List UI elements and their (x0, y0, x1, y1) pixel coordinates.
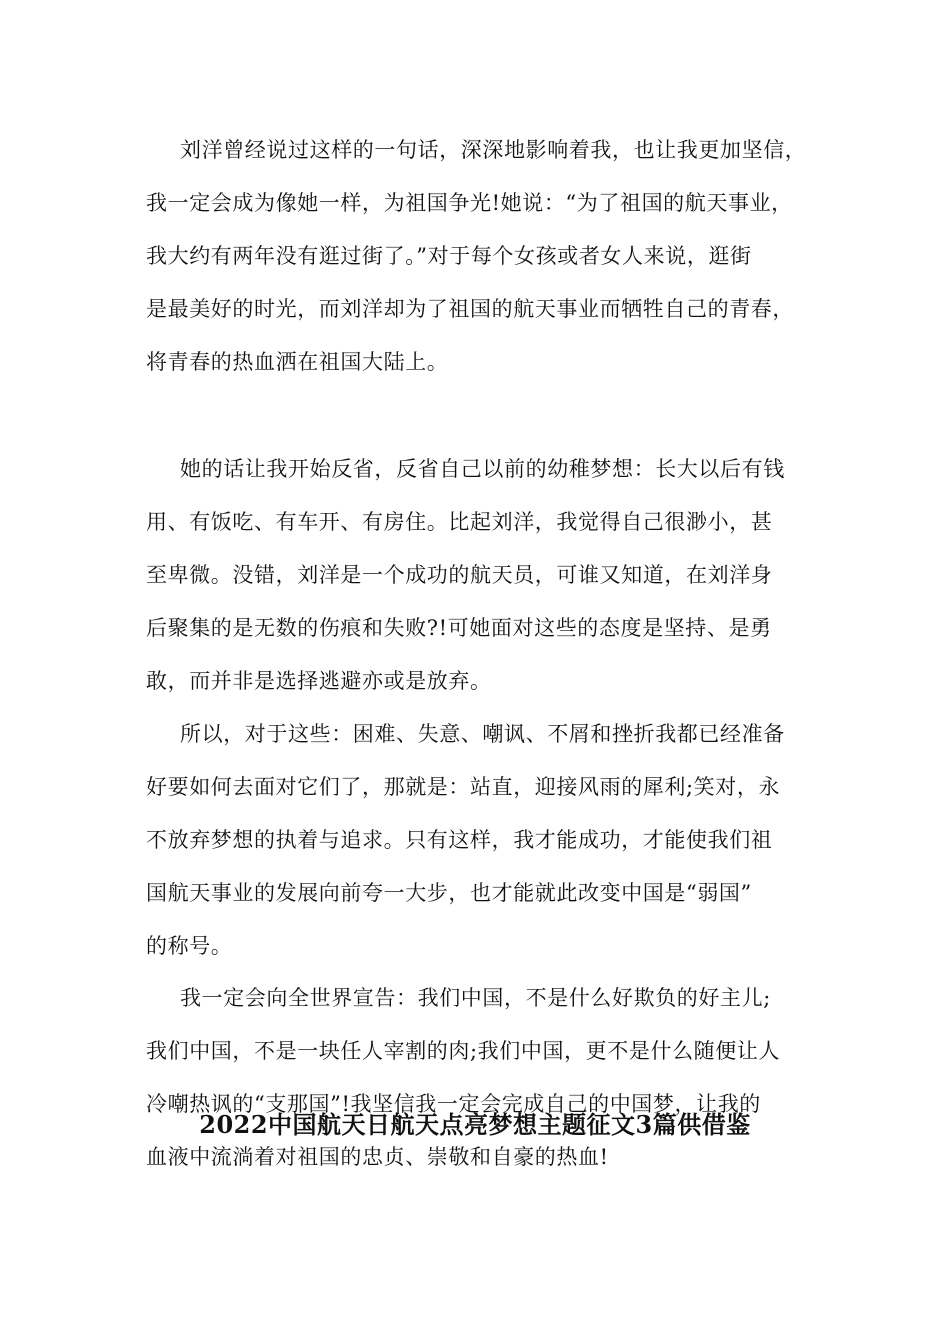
paragraph-line: 至卑微。没错，刘洋是一个成功的航天员，可谁又知道，在刘洋身 (146, 563, 773, 587)
paragraph-2 (146, 443, 810, 708)
paragraph-line: 血液中流淌着对祖国的忠贞、崇敬和自豪的热血! (146, 1145, 609, 1169)
paragraph-line: 好要如何去面对它们了，那就是：站直，迎接风雨的犀利;笑对，永 (146, 775, 781, 799)
paragraph-line: 国航天事业的发展向前夸一大步，也才能就此改变中国是“弱国” (146, 881, 752, 905)
paragraph-1 (146, 124, 810, 389)
paragraph-line: 是最美好的时光，而刘洋却为了祖国的航天事业而牺牲自己的青春， (146, 297, 794, 321)
paragraph-line: 刘洋曾经说过这样的一句话，深深地影响着我，也让我更加坚信， (180, 138, 807, 162)
paragraph-line: 后聚集的是无数的伤痕和失败?!可她面对这些的态度是坚持、是勇 (146, 616, 772, 640)
paragraph-line: 我大约有两年没有逛过街了。”对于每个女孩或者女人来说，逛街 (146, 244, 752, 268)
paragraph-line: 不放弃梦想的执着与追求。只有这样，我才能成功，才能使我们祖 (146, 828, 773, 852)
paragraph-line: 用、有饭吃、有车开、有房住。比起刘洋，我觉得自己很渺小，甚 (146, 510, 773, 534)
paragraph-line: 她的话让我开始反省，反省自己以前的幼稚梦想：长大以后有钱 (180, 457, 785, 481)
paragraph-line: 的称号。 (146, 934, 233, 958)
paragraph-4 (146, 972, 810, 1184)
paragraph-line: 冷嘲热讽的“支那国”!我坚信我一定会完成自己的中国梦，让我的 (146, 1092, 761, 1116)
paragraph-line: 敢，而并非是选择逃避亦或是放弃。 (146, 669, 492, 693)
paragraph-line: 我一定会向全世界宣告：我们中国，不是什么好欺负的好主儿; (180, 986, 771, 1010)
paragraph-3 (146, 708, 810, 973)
paragraph-line: 我一定会成为像她一样，为祖国争光!她说：“为了祖国的航天事业， (146, 191, 793, 215)
paragraph-line: 我们中国，不是一块任人宰割的肉;我们中国，更不是什么随便让人 (146, 1039, 781, 1063)
section-heading: 2022中国航天日航天点亮梦想主题征文3篇供借鉴 (199, 1110, 751, 1139)
paragraph-line: 所以，对于这些：困难、失意、嘲讽、不屑和挫折我都已经准备 (180, 722, 785, 746)
paragraph-line: 将青春的热血洒在祖国大陆上。 (146, 350, 449, 374)
